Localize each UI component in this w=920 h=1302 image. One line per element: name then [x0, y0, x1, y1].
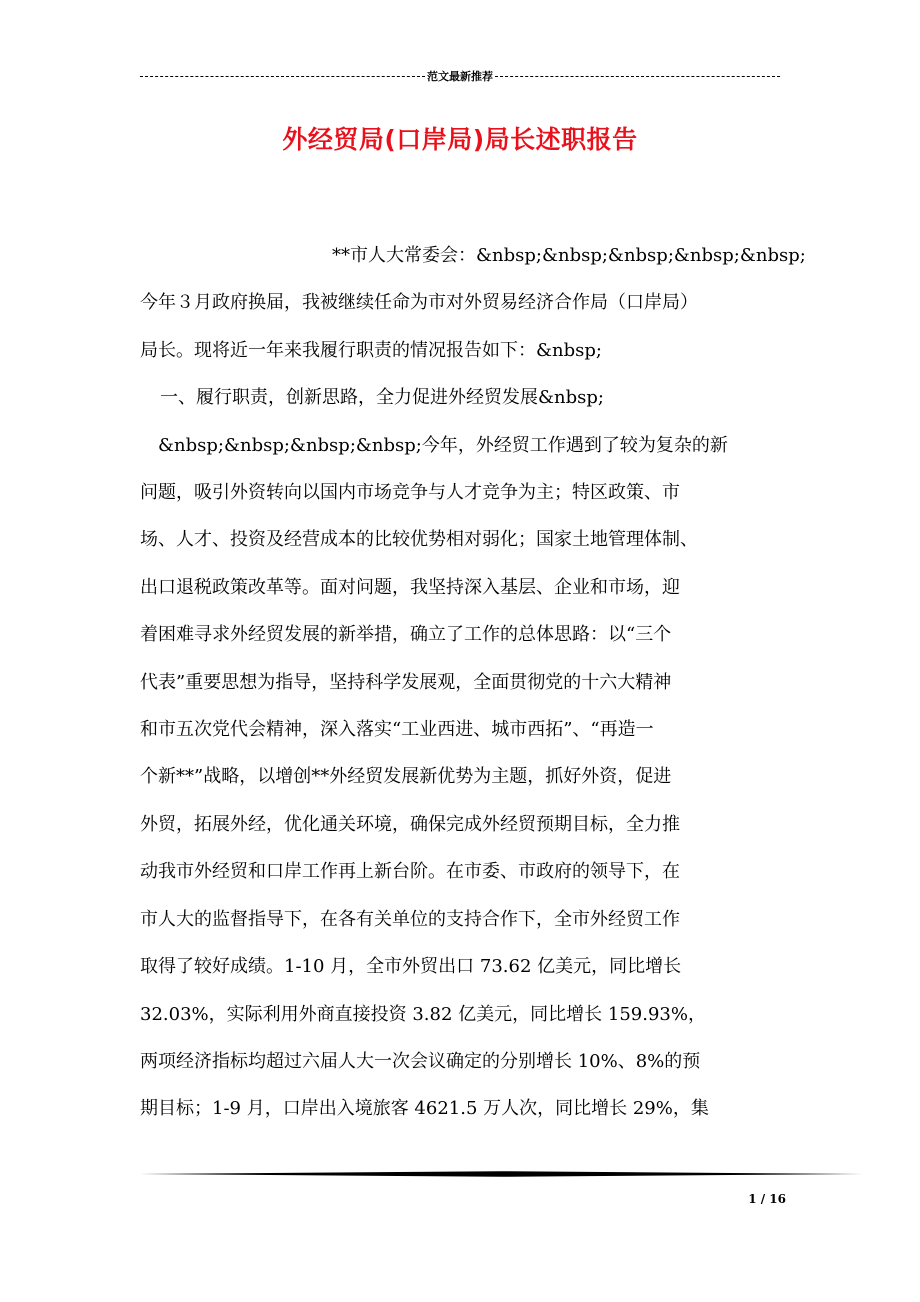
document-body: [140, 232, 806, 1133]
header-dash-right: [495, 76, 780, 77]
body-line: 代表”重要思想为指导，坚持科学发展观，全面贯彻党的十六大精神: [140, 671, 672, 693]
body-line: 动我市外经贸和口岸工作再上新台阶。在市委、市政府的领导下，在: [140, 861, 680, 883]
body-line: 市人大的监督指导下，在各有关单位的支持合作下，全市外经贸工作: [140, 908, 680, 930]
body-line: 取得了较好成绩。1-10 月，全市外贸出口 73.62 亿美元，同比增长: [140, 956, 682, 978]
body-line: 和市五次党代会精神，深入落实“工业西进、城市西拓”、“再造一: [140, 719, 654, 741]
salutation-line: **市人大常委会：&nbsp;&nbsp;&nbsp;&nbsp;&nbsp;: [332, 245, 806, 266]
footer-divider: [140, 1170, 862, 1178]
section-heading: 一、履行职责，创新思路，全力促进外经贸发展&nbsp;: [160, 387, 604, 409]
body-line: 今年３月政府换届，我被继续任命为市对外贸易经济合作局（口岸局）: [140, 292, 698, 314]
body-line: 场、人才、投资及经营成本的比较优势相对弱化；国家土地管理体制、: [140, 529, 698, 551]
header-rule: [140, 68, 780, 84]
body-line: 外贸，拓展外经，优化通关环境，确保完成外经贸预期目标，全力推: [140, 813, 680, 835]
document-title: 外经贸局(口岸局)局长述职报告: [282, 125, 638, 154]
body-line: 个新**”战略，以增创**外经贸发展新优势为主题，抓好外资，促进: [140, 766, 672, 788]
header-label: 范文最新推荐: [427, 70, 493, 83]
page-number: 1 / 16: [748, 1192, 786, 1206]
header-dash-left: [140, 76, 425, 77]
body-line: 出口退税政策改革等。面对问题，我坚持深入基层、企业和市场，迎: [140, 576, 680, 598]
body-line: 两项经济指标均超过六届人大一次会议确定的分别增长 10%、8%的预: [140, 1050, 701, 1072]
body-line: 问题，吸引外资转向以国内市场竞争与人才竞争为主；特区政策、市: [140, 482, 680, 504]
body-line: 期目标；1-9 月，口岸出入境旅客 4621.5 万人次，同比增长 29%，集: [140, 1098, 709, 1120]
body-line: 32.03%，实际利用外商直接投资 3.82 亿美元，同比增长 159.93%，: [140, 1003, 706, 1025]
body-line: 着困难寻求外经贸发展的新举措，确立了工作的总体思路：以“三个: [140, 624, 672, 646]
body-line: &nbsp;&nbsp;&nbsp;&nbsp;今年，外经贸工作遇到了较为复杂的新: [158, 434, 728, 456]
body-line: 局长。现将近一年来我履行职责的情况报告如下：&nbsp;: [140, 339, 602, 361]
